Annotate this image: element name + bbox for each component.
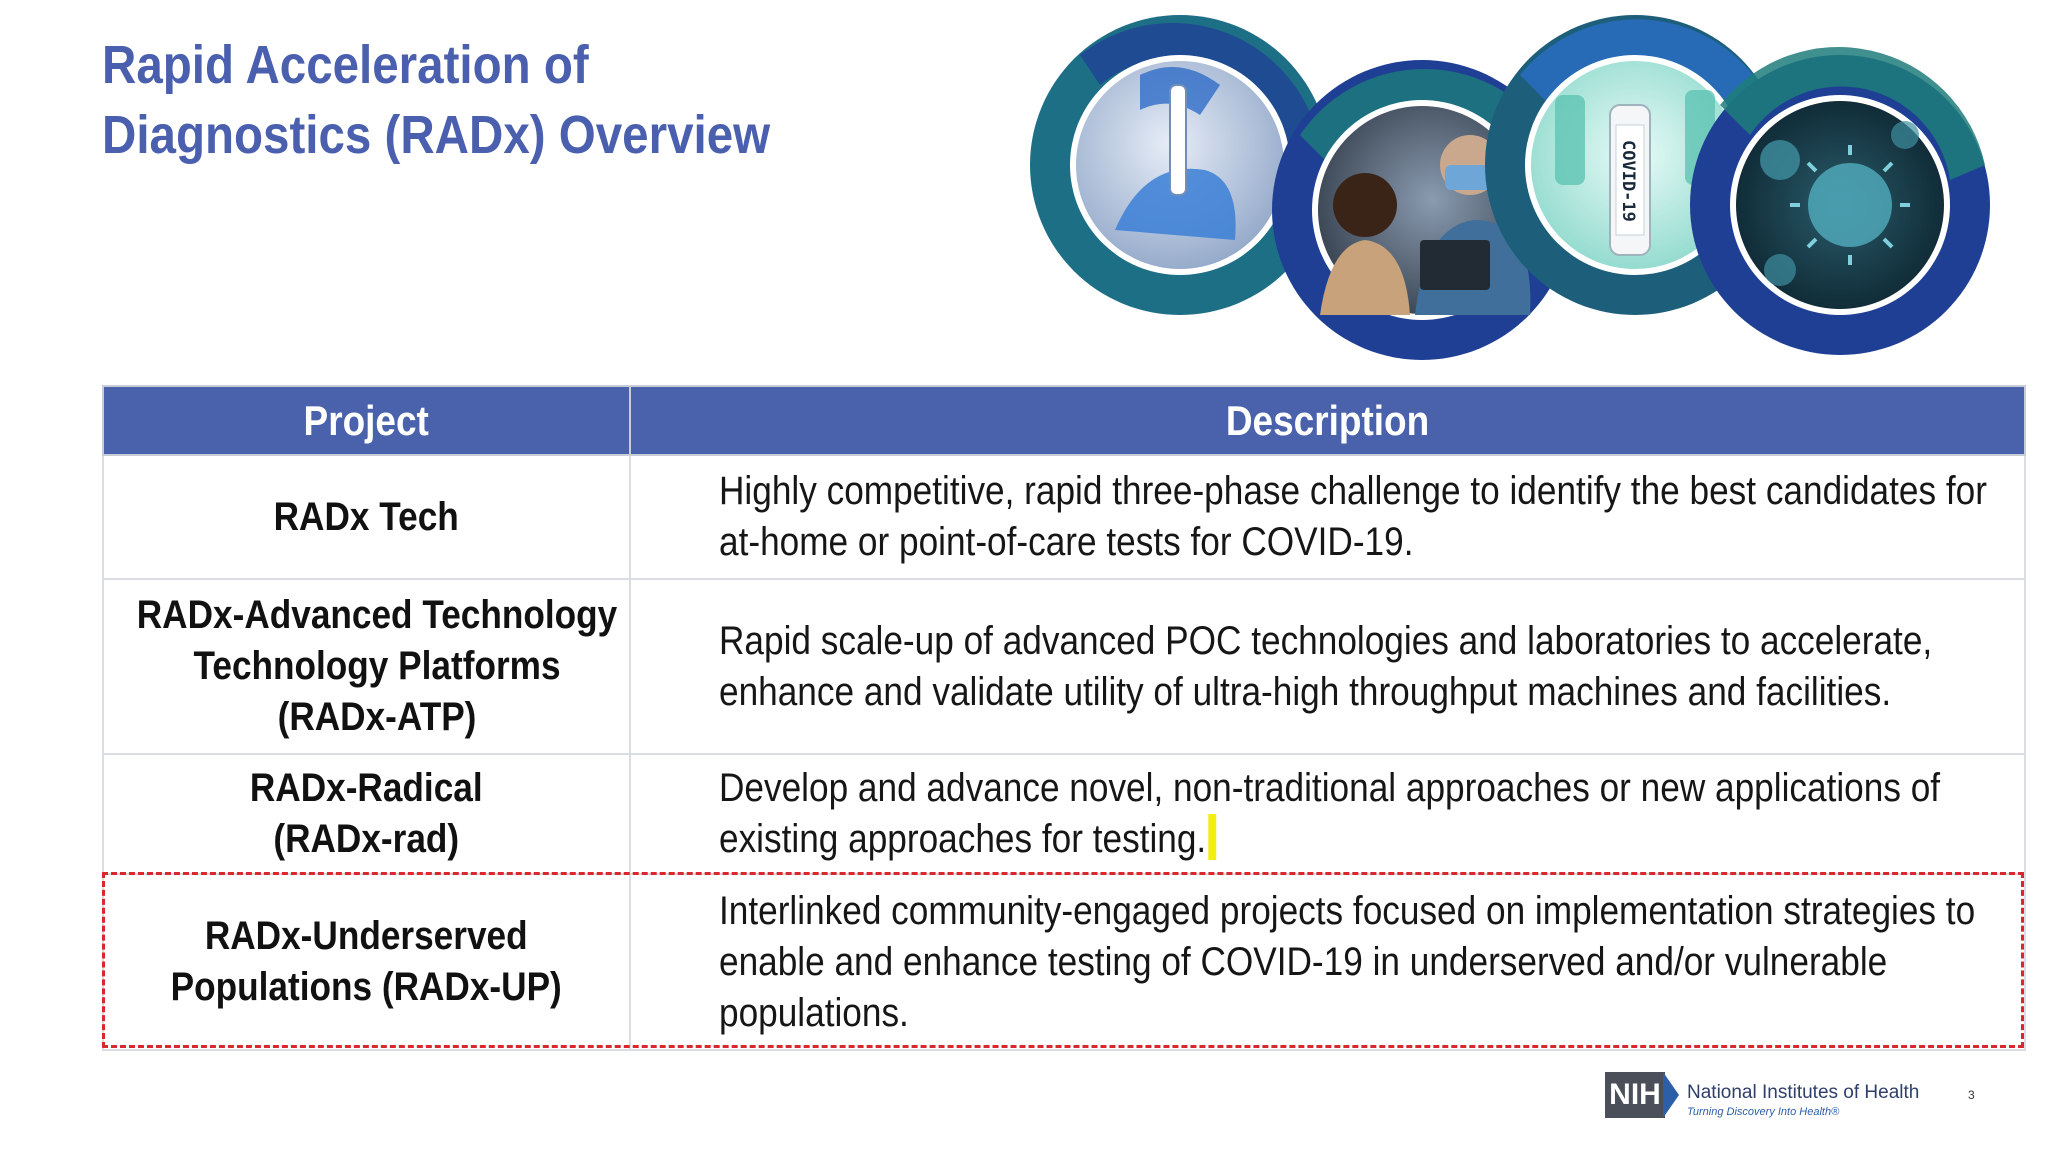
table-row (103, 754, 2025, 874)
table-row (103, 874, 2025, 1050)
project-cell: RADx-Advanced Technology Technology Platforms (RADx-ATP) (103, 579, 630, 754)
project-cell: RADx-Radical (RADx-rad) (103, 754, 630, 874)
nih-logo-mark: NIH (1605, 1072, 1665, 1118)
slide-title (102, 30, 771, 170)
nih-tagline: Turning Discovery Into Health® (1687, 1106, 1840, 1118)
description-cell: Highly competitive, rapid three-phase challenge to identify the best candidates for at-home or point-of-care tests for COVID-19. (630, 455, 2025, 579)
table-header-row (103, 386, 2025, 455)
slide-title-line2: Diagnostics (RADx) Overview (102, 105, 771, 165)
description-cell: Interlinked community-engaged projects focused on implementation strategies to enable and enhance testing of COVID-19 in underserved and/or vulnerable populations. (630, 874, 2025, 1050)
project-cell: RADx-Underserved Populations (RADx-UP) (103, 874, 630, 1050)
column-header-description: Description (630, 386, 2025, 455)
virus-illustration-circle (1690, 47, 1990, 355)
nih-chevron-icon (1663, 1072, 1679, 1118)
column-header-project: Project (103, 386, 630, 455)
nih-org-name: National Institutes of Health (1687, 1082, 1920, 1103)
slide-title-line1: Rapid Acceleration of (102, 35, 589, 95)
slide-number: 3 (1968, 1088, 1975, 1102)
nih-logo (1605, 1068, 2005, 1128)
vial-label: COVID-19 (1618, 140, 1638, 222)
table-row (103, 455, 2025, 579)
description-cell: Rapid scale-up of advanced POC technologies and laboratories to accelerate, enhance and validate utility of ultra-high throughput machines and facilities. (630, 579, 2025, 754)
project-cell: RADx Tech (103, 455, 630, 579)
description-cell: Develop and advance novel, non-traditional approaches or new applications of existing approaches for testing. (630, 754, 2025, 874)
radx-projects-table (102, 385, 2026, 1051)
text-cursor-highlight (1208, 814, 1216, 860)
table-row (103, 579, 2025, 754)
header-imagery (1020, 15, 2010, 360)
